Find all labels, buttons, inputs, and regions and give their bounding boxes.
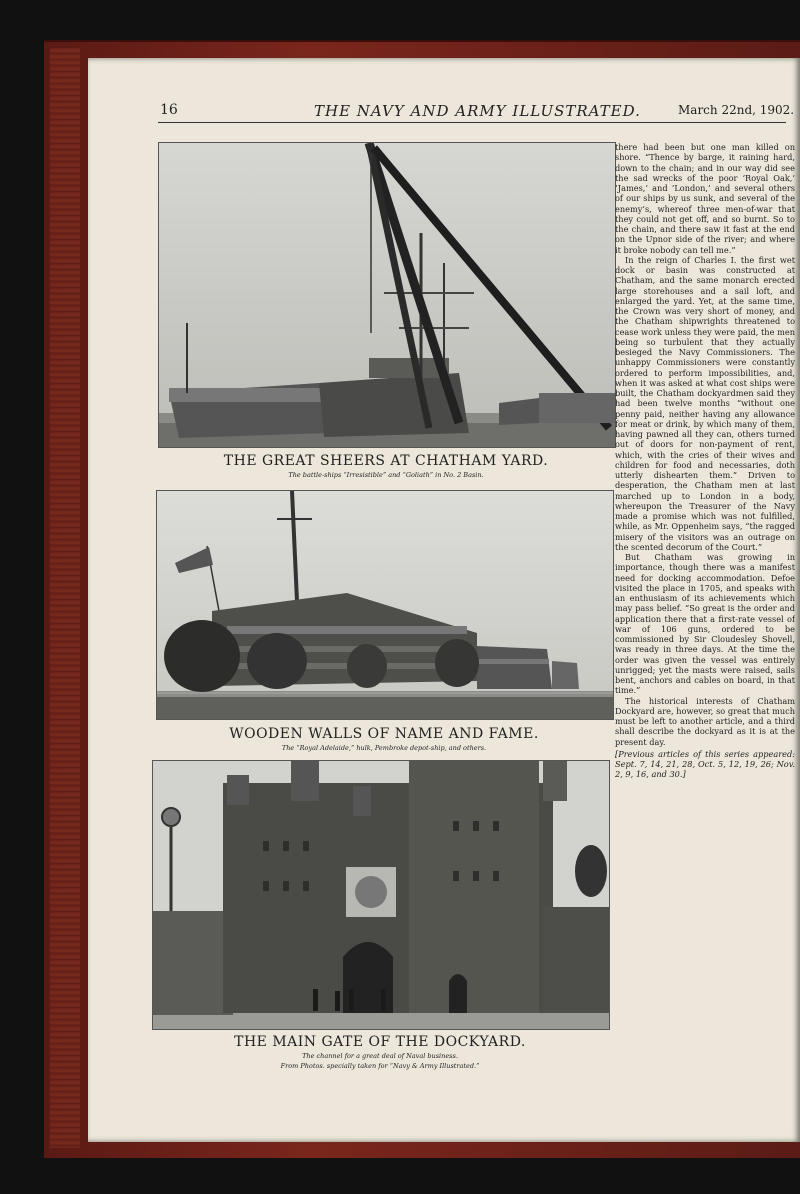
- figure-2-subtitle: The “Royal Adelaide,” hulk, Pembroke depot-ship, and others.: [281, 744, 487, 752]
- article-paragraph: But Chatham was growing in importance, though there was a manifest need for docking accommodation. Defoe visited the place in 1705, and speaks with an enthusiasm of its achievements which may pass belief. “So great is the order and application there that a first-rate vessel of war of 106 guns, ordered to be commissioned by Sir Cloudesley Shovell, was ready in three days. At the time the order was given the vessel was entirely unrigged; yet the masts were raised, sails bent, anchors and cables on board, in that time.”: [615, 552, 795, 696]
- previous-articles-note: [Previous articles of this series appeared: Sept. 7, 14, 21, 28, Oct. 5, 12, 19, 26; Nov. 2, 9, 16, and 30.]: [615, 748, 795, 780]
- page-header: [88, 102, 800, 122]
- issue-date: March 22nd, 1902.: [678, 103, 795, 117]
- caption-figure-2: [156, 726, 612, 752]
- article-text-column: [615, 142, 795, 1132]
- figure-3-subtitle: The channel for a great deal of Naval business.: [302, 1052, 458, 1060]
- figure-1-subtitle: The battle-ships “Irresistible” and “Goliath” in No. 2 Basin.: [288, 471, 484, 479]
- photo-main-gate: [152, 760, 610, 1030]
- article-paragraph: there had been but one man killed on shore. “Thence by barge, it raining hard, down to the chain; and in our way did see the sad wrecks of the poor ‘Royal Oak,’ ‘James,’ and ‘London,’ and several others of our ships by us sunk, and several of the enemy’s, whereof three men-of-war that they could not get off, and so burnt. So to the chain, and there saw it fast at the end on the Upnor side of the river; and where it broke nobody can tell me.”: [615, 142, 795, 255]
- caption-figure-3: [152, 1034, 608, 1070]
- main-gate-photo-illustration: [153, 761, 609, 1029]
- journal-title: THE NAVY AND ARMY ILLUSTRATED.: [314, 102, 641, 120]
- book-spine-edge: [50, 48, 80, 1148]
- figure-3-credit: From Photos. specially taken for “Navy & Army Illustrated.”: [280, 1062, 480, 1070]
- magazine-page: [88, 58, 800, 1142]
- article-paragraph: The historical interests of Chatham Dockyard are, however, so great that much must be left to another article, and a third shall describe the dockyard as it is at the present day.: [615, 695, 795, 747]
- photo-wooden-walls: [156, 490, 614, 720]
- wooden-walls-photo-illustration: [157, 491, 613, 719]
- photo-great-sheers: [158, 142, 616, 448]
- figure-2-title: WOODEN WALLS OF NAME AND FAME.: [229, 726, 539, 742]
- sheers-photo-illustration: [159, 143, 615, 447]
- header-rule: [158, 122, 786, 123]
- figure-1-title: THE GREAT SHEERS AT CHATHAM YARD.: [223, 453, 549, 469]
- article-paragraph: In the reign of Charles I. the first wet dock or basin was constructed at Chatham, and the same monarch erected large storehouses and a sail loft, and enlarged the yard. Yet, at the same time, the Crown was very short of money, and the Chatham shipwrights threatened to cease work unless they were paid, the men being so turbulent that they actually besieged the Navy Commissioners. The unhappy Commissioners were constantly ordered to perform impossibilities, and, when it was asked at what cost ships were built, the Chatham dockyardmen said they had been twelve months “without one penny paid, neither having any allowance for meat or drink, by which many of them, having pawned all they can, others turned out of doors for non-payment of rent, which, with the cries of their wives and children for food and necessaries, doth utterly dishearten them.” Driven to desperation, the Chatham men at last marched up to London in a body, whereupon the Treasurer of the Navy made a promise which was not fulfilled, while, as Mr. Oppenheim says, “the ragged misery of the visitors was an outrage on the scented decorum of the Court.”: [615, 254, 795, 552]
- figure-3-title: THE MAIN GATE OF THE DOCKYARD.: [234, 1034, 526, 1050]
- caption-figure-1: [158, 453, 614, 479]
- page-number: 16: [160, 102, 178, 118]
